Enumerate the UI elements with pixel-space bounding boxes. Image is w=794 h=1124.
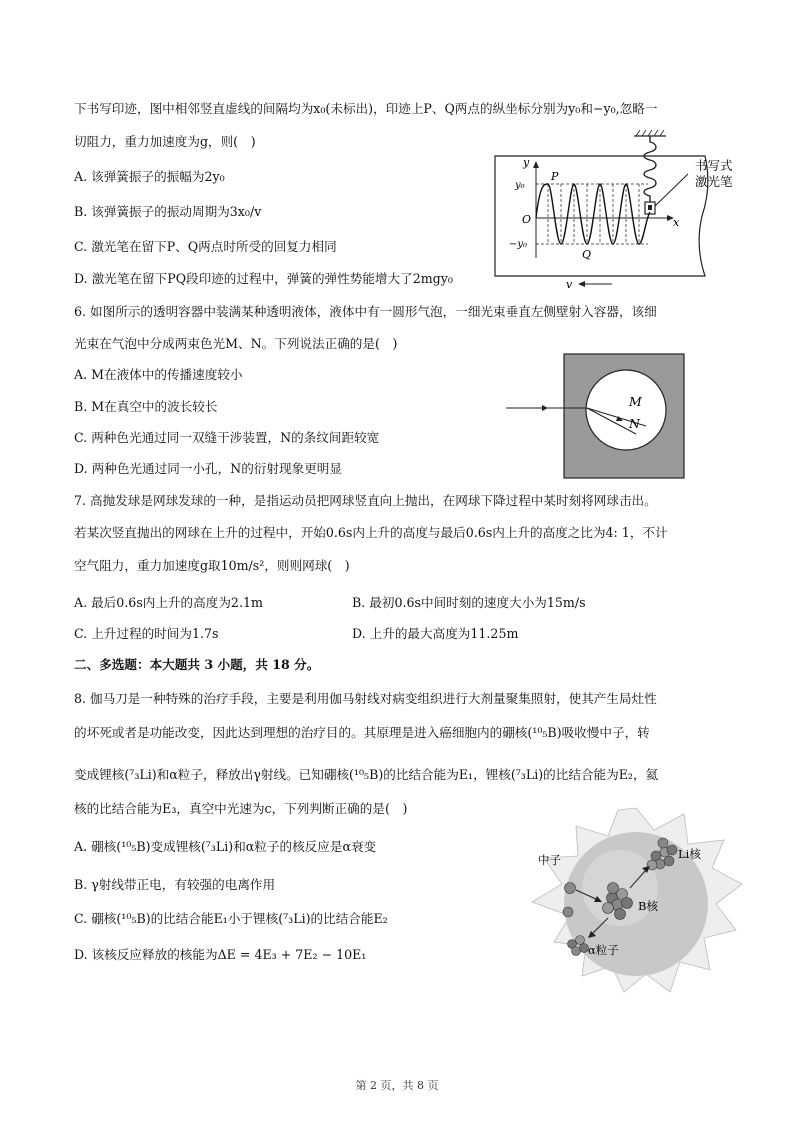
q7-option-c: C. 上升过程的时间为1.7s [74, 626, 219, 641]
label-n: N [629, 416, 640, 431]
q8-option-b: B. γ射线带正电，有较强的电离作用 [74, 877, 276, 892]
neutron-icon-2 [563, 907, 573, 917]
neutron-label: 中子 [538, 853, 561, 867]
boron-label: B核 [638, 899, 658, 913]
q5-option-c: C. 激光笔在留下P、Q两点时所受的回复力相同 [74, 239, 337, 254]
q7-option-d: D. 上升的最大高度为11.25m [352, 626, 519, 641]
air-bubble [586, 370, 666, 450]
q7-line3: 空气阻力，重力加速度g取10m/s²，则则网球( ) [74, 558, 350, 573]
q8-line1: 8. 伽马刀是一种特殊的治疗手段，主要是利用伽马射线对病变组织进行大剂量聚集照射，使其产生局灶性 [74, 691, 657, 706]
q6-line2: 光束在气泡中分成两束色光M、N。下列说法正确的是( ) [74, 336, 398, 351]
q6-bubble-figure [498, 352, 690, 482]
origin-label: O [522, 213, 532, 226]
q5-line1: 下书写印迹，图中相邻竖直虚线的间隔均为x₀(未标出)，印迹上P、Q两点的纵坐标分别为y₀和−y₀,忽略一 [74, 101, 658, 116]
section-heading-multiple-choice: 二、多选题：本大题共 3 小题，共 18 分。 [74, 657, 320, 672]
q7-option-a: A. 最后0.6s内上升的高度为2.1m [74, 595, 263, 610]
neg-y0-label: −y₀ [509, 239, 528, 250]
x-axis-label: x [673, 216, 680, 229]
q8-option-c: C. 硼核(¹⁰₅B)的比结合能E₁小于锂核(⁷₃Li)的比结合能E₂ [74, 911, 388, 926]
q6-option-a: A. M在液体中的传播速度较小 [74, 367, 243, 382]
pen-label-2: 激光笔 [695, 174, 733, 189]
q5-option-b: B. 该弹簧振子的振动周期为3x₀/v [74, 204, 262, 219]
q7-option-b: B. 最初0.6s中间时刻的速度大小为15m/s [352, 595, 586, 610]
point-p-label: P [551, 170, 559, 183]
q8-option-d: D. 该核反应释放的核能为ΔE = 4E₃ + 7E₂ − 10E₁ [74, 947, 367, 962]
ceiling-hatch [636, 130, 664, 136]
y-axis-label: y [523, 156, 530, 169]
q5-oscillator-figure [490, 126, 770, 294]
alpha-label: α粒子 [588, 943, 619, 957]
q8-line2: 的坏死或者是功能改变，因此达到理想的治疗目的。其原理是进入癌细胞内的硼核(¹⁰₅B)吸收慢中子，转 [74, 725, 650, 740]
q8-nuclear-reaction-figure [526, 806, 746, 996]
neutron-icon [565, 883, 576, 894]
y0-label: y₀ [515, 180, 525, 191]
q6-line1: 6. 如图所示的透明容器中装满某种透明液体，液体中有一圆形气泡，一细光束垂直左侧壁射入容器，该细 [74, 304, 657, 319]
point-q-label: Q [582, 248, 592, 261]
q5-option-d: D. 激光笔在留下PQ段印迹的过程中，弹簧的弹性势能增大了2mgy₀ [74, 271, 453, 286]
q7-line1: 7. 高抛发球是网球发球的一种，是指运动员把网球竖直向上抛出，在网球下降过程中某时刻将网球击出。 [74, 493, 657, 508]
q8-line4: 核的比结合能为E₃，真空中光速为c，下列判断正确的是( ) [74, 801, 408, 816]
q6-option-b: B. M在真空中的波长较长 [74, 399, 218, 414]
q8-line3: 变成锂核(⁷₃Li)和α粒子，释放出γ射线。已知硼核(¹⁰₅B)的比结合能为E₁，锂核(⁷₃Li)的比结合能为E₂，氦 [74, 767, 659, 782]
lithium-label: Li核 [678, 847, 701, 861]
velocity-label: v [566, 278, 573, 291]
q6-option-c: C. 两种色光通过同一双缝干涉装置，N的条纹间距较宽 [74, 430, 380, 445]
q8-option-a: A. 硼核(¹⁰₅B)变成锂核(⁷₃Li)和α粒子的核反应是α衰变 [74, 839, 377, 854]
label-m: M [629, 394, 642, 409]
pen-label-1: 书写式 [695, 158, 733, 173]
q5-line2: 切阻力，重力加速度为g，则( ) [74, 134, 256, 149]
q6-option-d: D. 两种色光通过同一小孔，N的衍射现象更明显 [74, 461, 342, 476]
q7-line2: 若某次竖直抛出的网球在上升的过程中，开始0.6s内上升的高度与最后0.6s内上升的高度之比为4: 1，不计 [74, 525, 668, 540]
page-footer: 第 2 页，共 8 页 [355, 1079, 439, 1092]
q5-option-a: A. 该弹簧振子的振幅为2y₀ [74, 169, 225, 184]
